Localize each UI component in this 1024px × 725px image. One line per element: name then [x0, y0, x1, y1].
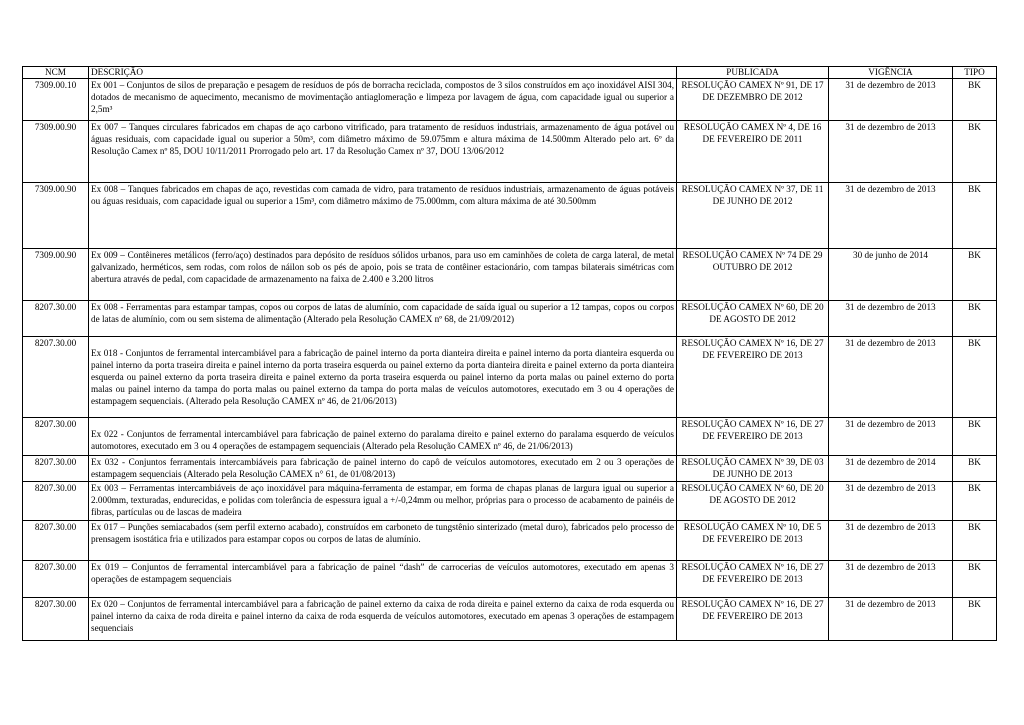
descricao-cell: Ex 032 - Conjuntos ferramentais intercambiáveis para fabricação de painel interno do capô de veículos automotores, executado em 2 ou 3 operações de estampagem sequenciais (Alterado pela Resolução CAMEX n° 61, de 01/08/2013)	[89, 456, 677, 482]
tipo-cell: BK	[953, 249, 997, 301]
publicada-cell: RESOLUÇÃO CAMEX Nº 16, DE 27 DE FEVEREIRO DE 2013	[677, 337, 829, 418]
vigencia-cell: 31 de dezembro de 2013	[829, 79, 953, 121]
ncm-cell: 7309.00.90	[23, 183, 89, 249]
descricao-cell: Ex 022 - Conjuntos de ferramental intercambiável para fabricação de painel externo do paralama direito e painel externo do paralama esquerdo de veículos automotores, executado em 3 ou 4 operações de estampagem sequenciais (Alterado pela Resolução CAMEX nº 46, de 21/06/2013)	[89, 418, 677, 456]
ncm-cell: 7309.00.90	[23, 121, 89, 183]
publicada-cell: RESOLUÇÃO CAMEX Nº 10, DE 5 DE FEVEREIRO DE 2013	[677, 521, 829, 561]
vigencia-cell: 31 de dezembro de 2013	[829, 183, 953, 249]
table-row	[23, 183, 997, 249]
descricao-cell: Ex 001 – Conjuntos de silos de preparação e pesagem de resíduos de pós de borracha reciclada, compostos de 3 silos construídos em aço inoxidável AISI 304, dotados de mecanismo de aquecimento, mecanismo de movimentação antiaglomeração e limpeza por lavagem de água, com capacidade igual ou superior a 2,5m³	[89, 79, 677, 121]
publicada-cell: RESOLUÇÃO CAMEX Nº 39, DE 03 DE JUNHO DE 2013	[677, 456, 829, 482]
publicada-cell: RESOLUÇÃO CAMEX Nº 37, DE 11 DE JUNHO DE 2012	[677, 183, 829, 249]
header-tipo: TIPO	[953, 67, 997, 79]
vigencia-cell: 31 de dezembro de 2013	[829, 561, 953, 598]
descricao-cell: Ex 019 – Conjuntos de ferramental intercambiável para a fabricação de painel “dash” de carrocerias de veículos automotores, executado em apenas 3 operações de estampagem sequenciais	[89, 561, 677, 598]
table-row	[23, 301, 997, 337]
tipo-cell: BK	[953, 301, 997, 337]
publicada-cell: RESOLUÇÃO CAMEX Nº 60, DE 20 DE AGOSTO DE 2012	[677, 301, 829, 337]
ncm-cell: 8207.30.00	[23, 418, 89, 456]
header-ncm: NCM	[23, 67, 89, 79]
publicada-cell: RESOLUÇÃO CAMEX Nº 16, DE 27 DE FEVEREIRO DE 2013	[677, 418, 829, 456]
header-vigencia: VIGÊNCIA	[829, 67, 953, 79]
tipo-cell: BK	[953, 561, 997, 598]
tipo-cell: BK	[953, 482, 997, 521]
publicada-cell: RESOLUÇÃO CAMEX Nº 16, DE 27 DE FEVEREIRO DE 2013	[677, 598, 829, 641]
descricao-cell: Ex 003 – Ferramentas intercambiáveis de aço inoxidável para máquina-ferramenta de estampar, em forma de chapas planas de largura igual ou superior a 2.000mm, texturadas, endurecidas, e polidas com tolerância de espessura igual a +/-0,24mm ou melhor, próprias para o processo de acabamento de painéis de fibras, partículas ou de lascas de madeira	[89, 482, 677, 521]
tipo-cell: BK	[953, 598, 997, 641]
table-row	[23, 598, 997, 641]
tipo-cell: BK	[953, 521, 997, 561]
table-row	[23, 561, 997, 598]
vigencia-cell: 31 de dezembro de 2014	[829, 456, 953, 482]
ncm-cell: 8207.30.00	[23, 561, 89, 598]
tipo-cell: BK	[953, 456, 997, 482]
table-row	[23, 418, 997, 456]
ncm-cell: 8207.30.00	[23, 456, 89, 482]
ncm-cell: 8207.30.00	[23, 598, 89, 641]
vigencia-cell: 31 de dezembro de 2013	[829, 337, 953, 418]
vigencia-cell: 31 de dezembro de 2013	[829, 418, 953, 456]
ncm-cell: 7309.00.90	[23, 249, 89, 301]
publicada-cell: RESOLUÇÃO CAMEX Nº 60, DE 20 DE AGOSTO DE 2012	[677, 482, 829, 521]
publicada-cell: RESOLUÇÃO CAMEX Nº 91, DE 17 DE DEZEMBRO DE 2012	[677, 79, 829, 121]
table-row	[23, 249, 997, 301]
table-row	[23, 121, 997, 183]
tipo-cell: BK	[953, 183, 997, 249]
tipo-cell: BK	[953, 337, 997, 418]
vigencia-cell: 30 de junho de 2014	[829, 249, 953, 301]
descricao-cell: Ex 020 – Conjuntos de ferramental intercambiável para a fabricação de painel externo da caixa de roda direita e painel externo da caixa de roda esquerda ou painel interno da caixa de roda direita e painel interno da caixa de roda esquerda de veículos automotores, executado em apenas 3 operações de estampagem sequenciais	[89, 598, 677, 641]
descricao-cell: Ex 017 – Punções semiacabados (sem perfil externo acabado), construídos em carboneto de tungstênio sinterizado (metal duro), fabricados pelo processo de prensagem isostática fria e utilizados para estampar copos ou corpos de latas de alumínio.	[89, 521, 677, 561]
vigencia-cell: 31 de dezembro de 2013	[829, 121, 953, 183]
tipo-cell: BK	[953, 121, 997, 183]
table-row	[23, 337, 997, 418]
descricao-cell: Ex 018 - Conjuntos de ferramental intercambiável para a fabricação de painel interno da porta dianteira direita e painel interno da porta dianteira esquerda ou painel interno da porta traseira direita e painel interno da porta traseira esquerda ou painel externo da porta dianteira direita e painel externo da porta dianteira esquerda ou painel externo da porta traseira direita e painel externo da porta traseira esquerda ou painel interno da porta malas ou painel externo do porta malas ou painel interno da tampa do porta malas ou painel externo da tampa do porta malas de veículos automotores, executado em 3 ou 4 operações de estampagem sequenciais. (Alterado pela Resolução CAMEX nº 46, de 21/06/2013)	[89, 337, 677, 418]
descricao-cell: Ex 008 – Tanques fabricados em chapas de aço, revestidas com camada de vidro, para tratamento de resíduos industriais, armazenamento de águas potáveis ou águas residuais, com capacidade igual ou superior a 15m³, com diâmetro máximo de 75.000mm, com altura máxima de até 30.500mm	[89, 183, 677, 249]
header-descricao: DESCRIÇÃO	[89, 67, 677, 79]
ncm-cell: 8207.30.00	[23, 482, 89, 521]
ncm-cell: 8207.30.00	[23, 521, 89, 561]
ncm-cell: 8207.30.00	[23, 337, 89, 418]
table-row	[23, 456, 997, 482]
descricao-cell: Ex 008 - Ferramentas para estampar tampas, copos ou corpos de latas de alumínio, com capacidade de saída igual ou superior a 12 tampas, copos ou corpos de latas de alumínio, com ou sem sistema de alimentação (Alterado pela Resolução CAMEX nº 68, de 21/09/2012)	[89, 301, 677, 337]
ncm-cell: 7309.00.10	[23, 79, 89, 121]
publicada-cell: RESOLUÇÃO CAMEX Nº 16, DE 27 DE FEVEREIRO DE 2013	[677, 561, 829, 598]
vigencia-cell: 31 de dezembro de 2013	[829, 482, 953, 521]
publicada-cell: RESOLUÇÃO CAMEX Nº 74 DE 29 OUTUBRO DE 2012	[677, 249, 829, 301]
publicada-cell: RESOLUÇÃO CAMEX Nº 4, DE 16 DE FEVEREIRO DE 2011	[677, 121, 829, 183]
header-row	[23, 67, 997, 79]
tipo-cell: BK	[953, 79, 997, 121]
vigencia-cell: 31 de dezembro de 2013	[829, 301, 953, 337]
table-row	[23, 79, 997, 121]
descricao-cell: Ex 009 – Contêineres metálicos (ferro/aço) destinados para depósito de resíduos sólidos urbanos, para uso em caminhões de coleta de carga lateral, de metal galvanizado, herméticos, sem rodas, com rolos de náilon sob os pés de apoio, pois se trata de contêiner estacionário, com tampas bilaterais simétricas com abertura através de pedal, com capacidade de armazenamento na faixa de 2.400 e 3.200 litros	[89, 249, 677, 301]
descricao-cell: Ex 007 – Tanques circulares fabricados em chapas de aço carbono vitrificado, para tratamento de resíduos industriais, armazenamento de água potável ou águas residuais, com capacidade igual ou superior a 50m³, com diâmetro máximo de 59.075mm e altura máxima de 14.500mm Alterado pelo art. 6º da Resolução Camex nº 85, DOU 10/11/2011 Prorrogado pelo art. 17 da Resolução Camex nº 37, DOU 13/06/2012	[89, 121, 677, 183]
table-row	[23, 521, 997, 561]
ex-tarifario-table	[22, 66, 997, 641]
header-publicada: PUBLICADA	[677, 67, 829, 79]
vigencia-cell: 31 de dezembro de 2013	[829, 598, 953, 641]
tipo-cell: BK	[953, 418, 997, 456]
table-row	[23, 482, 997, 521]
ncm-cell: 8207.30.00	[23, 301, 89, 337]
vigencia-cell: 31 de dezembro de 2013	[829, 521, 953, 561]
